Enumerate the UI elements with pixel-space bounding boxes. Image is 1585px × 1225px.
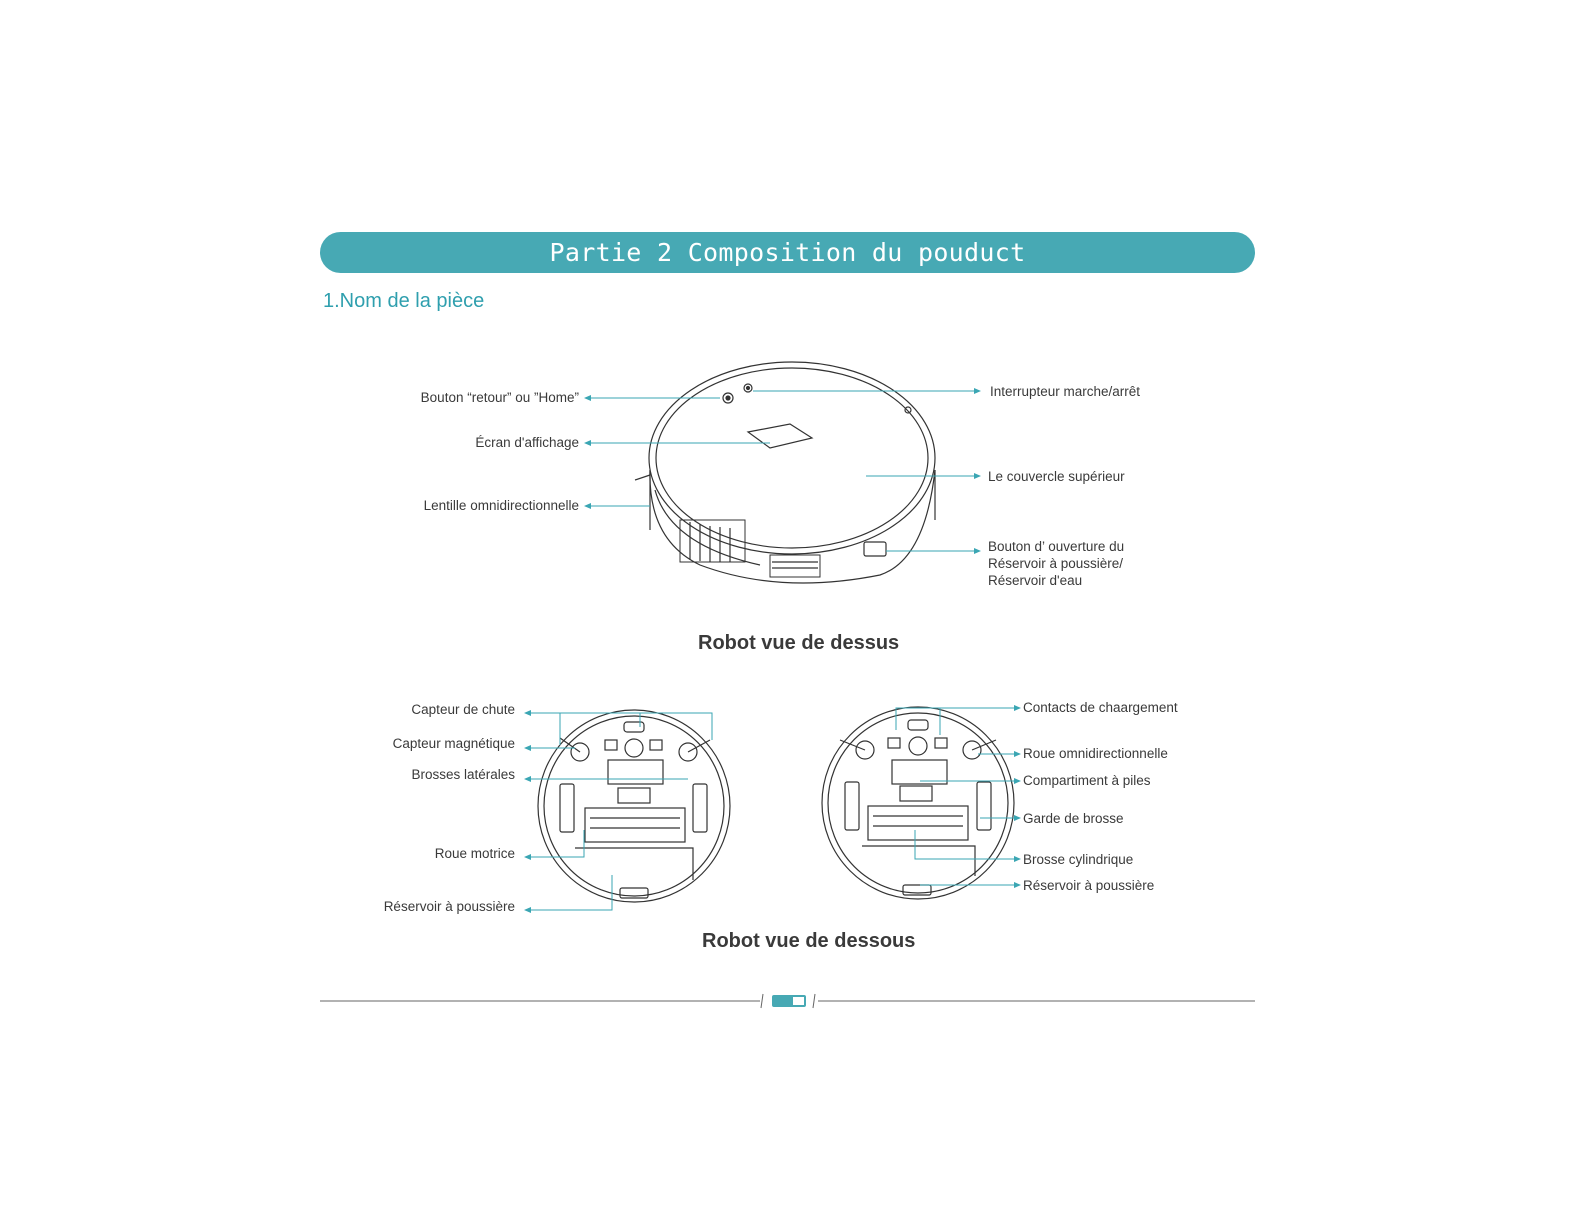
label-battery-compartment: Compartiment à piles [1023,773,1151,788]
label-cliff-sensor: Capteur de chute [411,702,515,717]
label-magnetic-sensor: Capteur magnétique [392,736,515,751]
label-omni-lens: Lentille omnidirectionnelle [423,498,579,513]
label-side-brushes: Brosses latérales [411,767,515,782]
caption-bottom-view: Robot vue de dessous [702,930,916,952]
label-roller-brush: Brosse cylindrique [1023,852,1134,867]
label-brush-guard: Garde de brosse [1023,811,1124,826]
label-top-cover: Le couvercle supérieur [988,469,1125,484]
label-bin-button-line2: Réservoir à poussière/ [988,556,1124,571]
robot-top-view-drawing [635,362,935,583]
label-dust-bin-right: Réservoir à poussière [1023,878,1155,893]
label-omni-wheel: Roue omnidirectionnelle [1023,746,1168,761]
label-bin-button-line3: Réservoir d'eau [988,573,1083,588]
label-bin-button-line1: Bouton d’ ouverture du [988,539,1125,554]
banner-title: Partie 2 Composition du pouduct [549,238,1026,267]
label-display-screen: Écran d'affichage [475,435,579,450]
section-title: 1.Nom de la pièce [323,290,485,312]
robot-bottom-view-right-drawing [822,707,1014,899]
caption-top-view: Robot vue de dessus [698,632,900,654]
label-drive-wheel: Roue motrice [434,846,515,861]
label-power-switch: Interrupteur marche/arrêt [990,384,1141,399]
label-home-button: Bouton “retour” ou ”Home” [420,390,579,405]
robot-bottom-view-left-drawing [538,710,730,902]
label-charging-contacts: Contacts de chaargement [1023,700,1178,715]
label-dust-bin-left: Réservoir à poussière [383,899,515,914]
